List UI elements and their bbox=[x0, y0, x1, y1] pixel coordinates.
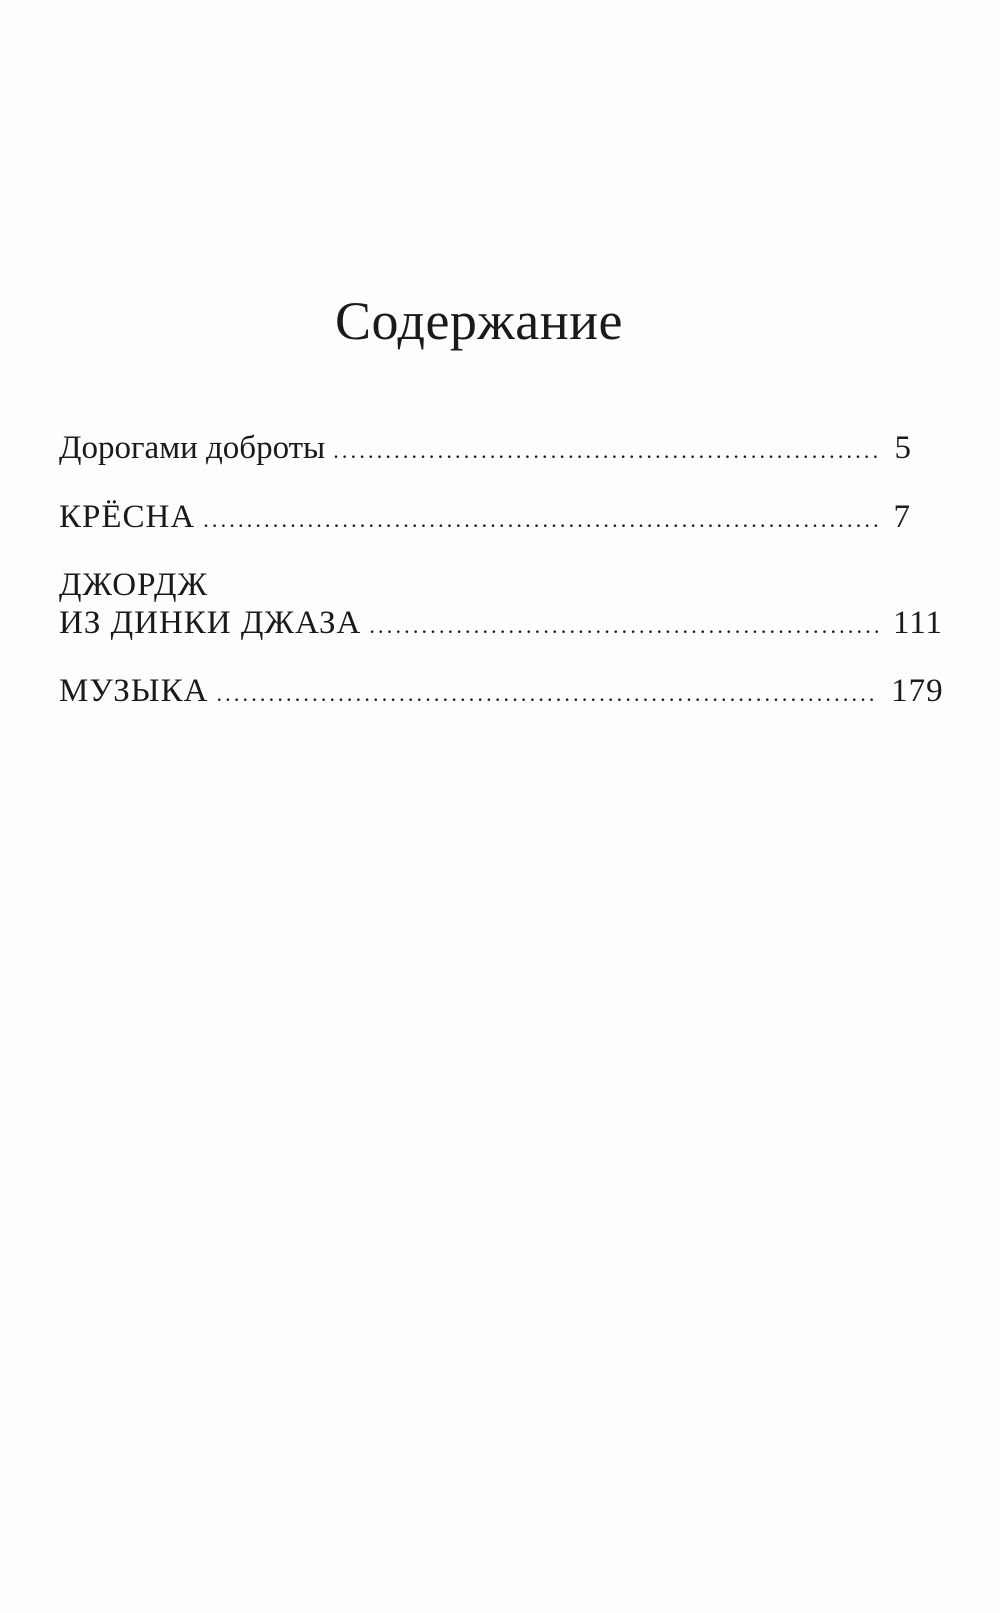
page-title: Содержание bbox=[335, 291, 623, 351]
toc-entry-page: 179 bbox=[891, 673, 944, 709]
dot-leader bbox=[216, 675, 877, 713]
toc-entry-line bbox=[59, 672, 944, 713]
toc-entry-line bbox=[59, 498, 911, 539]
toc-entry-page: 7 bbox=[893, 499, 911, 535]
toc-entry-title: ИЗ ДИНКИ ДЖАЗА bbox=[59, 605, 362, 641]
toc-entry bbox=[59, 429, 911, 470]
toc-entry-line bbox=[59, 604, 944, 645]
toc-entry bbox=[59, 672, 944, 713]
toc-entry bbox=[59, 566, 944, 645]
toc-entry-page: 5 bbox=[894, 430, 911, 466]
toc-entry-title: Дорогами доброты bbox=[59, 430, 326, 466]
toc-entry bbox=[59, 498, 911, 539]
toc-entry-title: КРЁСНА bbox=[59, 499, 196, 535]
toc-entry-line bbox=[59, 429, 911, 470]
dot-leader bbox=[333, 432, 879, 470]
dot-leader bbox=[369, 607, 879, 645]
dot-leader bbox=[203, 501, 879, 539]
toc-entry-page: 111 bbox=[893, 605, 944, 641]
toc-entry-title-line1: ДЖОРДЖ bbox=[59, 567, 209, 603]
toc-entry-title: МУЗЫКА bbox=[59, 673, 209, 709]
